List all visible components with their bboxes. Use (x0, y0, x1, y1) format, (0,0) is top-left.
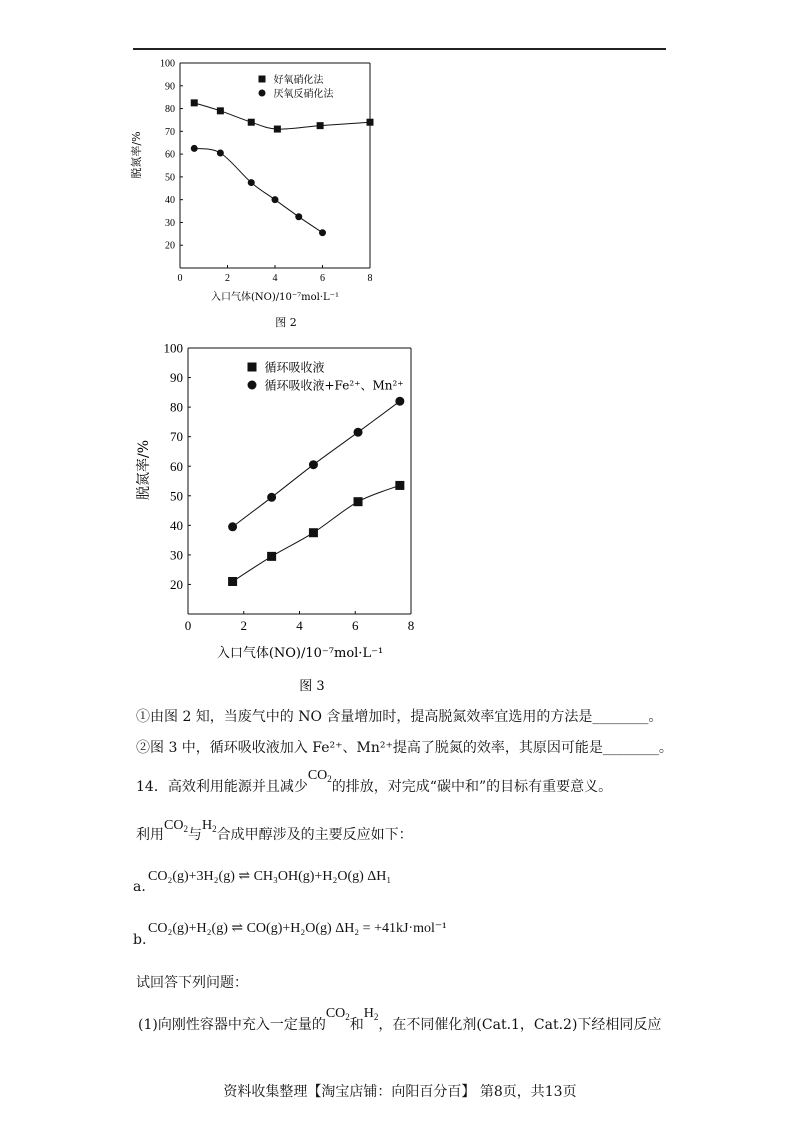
chart2-figure-caption: 图 2 (275, 316, 297, 329)
chart2-series-line (194, 148, 322, 232)
question-1: ①由图 2 知，当废气中的 NO 含量增加时，提高脱氮效率宜选用的方法是________。 (136, 709, 663, 725)
chart3-circle-point (309, 460, 318, 469)
chart3-y-tick-label: 100 (163, 340, 183, 356)
chart2-legend-circle-icon (259, 90, 266, 97)
chart3-circle-point (267, 493, 276, 502)
chart2-y-tick-label: 40 (165, 195, 175, 207)
chart3-xlabel: 入口气体(NO)/10⁻⁷mol·L⁻¹ (216, 646, 384, 661)
question-2: ②图 3 中，循环吸收液加入 Fe²⁺、Mn²⁺提高了脱氮的效率，其原因可能是________。 (136, 740, 673, 756)
chart2-square-point (274, 126, 281, 133)
chart2-square-point (248, 119, 255, 126)
chart2-legend-label: 厌氧反硝化法 (273, 88, 334, 100)
chart3-legend-square-icon (248, 363, 257, 372)
chart2-square-point (191, 99, 198, 106)
problem-14: 14．高效利用能源并且减少$CO_2$的排放，对完成“碳中和”的目标有重要意义。 (136, 768, 613, 795)
chart3-square-point (267, 552, 276, 561)
chart2-y-tick-label: 70 (165, 126, 175, 138)
chart3-x-tick-label: 4 (296, 618, 303, 633)
answer-intro: 试回答下列问题： (136, 975, 248, 991)
chart3-x-tick-label: 8 (407, 618, 415, 633)
chart3-circle-point (395, 397, 404, 406)
chart3-legend-circle-icon (248, 381, 257, 390)
chart3-square-point (395, 481, 404, 490)
chart3-y-tick-label: 30 (170, 547, 183, 563)
chart3-y-tick-label: 20 (170, 576, 183, 592)
chart2-circle-point (217, 149, 224, 156)
reaction-a-label: a. (133, 879, 146, 895)
chart2-x-tick-label: 6 (320, 273, 325, 284)
chart2-ylabel: 脱氮率/% (130, 131, 143, 179)
chart3-ylabel: 脱氮率/% (136, 439, 152, 501)
chart3-y-tick-label: 50 (170, 488, 183, 504)
chart2-legend-square-icon (259, 76, 266, 83)
chart3-legend-label: 循环吸收液+Fe²⁺、Mn²⁺ (264, 378, 404, 393)
chart2-circle-point (191, 145, 198, 152)
reaction-a: CO₂(g)+3H₂(g) ⇌ CH₃OH(g)+H₂O(g) ΔH₁ (148, 869, 392, 884)
chart3-y-tick-label: 90 (170, 370, 183, 386)
chart3-square-point (354, 497, 363, 506)
chart2-y-tick-label: 60 (165, 149, 175, 161)
chart3-square-point (309, 528, 318, 537)
chart2-xlabel: 入口气体(NO)/10⁻⁷mol·L⁻¹ (211, 292, 339, 303)
chart3-x-tick-label: 2 (240, 618, 247, 633)
chart2-y-tick-label: 30 (165, 217, 175, 229)
chart2-circle-point (272, 196, 279, 203)
chart2-square-point (367, 119, 374, 126)
reaction-b-label: b. (133, 932, 147, 948)
chart2-series-line (194, 103, 370, 129)
chart2-y-tick-label: 80 (165, 104, 175, 116)
chart2-square-point (317, 122, 324, 129)
chart2-x-tick-label: 0 (177, 273, 183, 284)
chart2-y-tick-label: 50 (165, 172, 175, 184)
chart3-y-tick-label: 70 (170, 429, 183, 445)
chart3-square-point (228, 577, 237, 586)
chart2-y-tick-label: 100 (160, 58, 175, 70)
chart3-circle-point (354, 428, 363, 437)
reaction-b: CO₂(g)+H₂(g) ⇌ CO(g)+H₂O(g) ΔH₂ = +41kJ·mol⁻¹ (148, 921, 447, 936)
chart2-circle-point (319, 229, 326, 236)
chart3-legend-label: 循环吸收液 (264, 360, 325, 375)
sub-question-1: (1)向刚性容器中充入一定量的$CO_2$和$H_2$，在不同催化剂(Cat.1，Cat.2)下经相同反应 (138, 1006, 662, 1033)
chart3-x-tick-label: 6 (352, 618, 359, 633)
chart3-y-tick-label: 40 (170, 517, 183, 533)
chart3-x-tick-label: 0 (184, 618, 192, 633)
chart2-x-tick-label: 8 (367, 273, 373, 284)
chart2-legend-label: 好氧硝化法 (273, 74, 324, 86)
chart3-circle-point (228, 522, 237, 531)
chart2-square-point (217, 107, 224, 114)
page-footer: 资料收集整理【淘宝店铺：向阳百分百】 第8页，共13页 (223, 1084, 577, 1100)
synthesis-intro: 利用$CO_2$与$H_2$合成甲醇涉及的主要反应如下： (136, 818, 413, 843)
chart3-y-tick-label: 60 (170, 458, 183, 474)
chart2-y-tick-label: 90 (165, 81, 175, 93)
chart2-circle-point (248, 179, 255, 186)
chart2-x-tick-label: 2 (225, 273, 230, 284)
chart2-circle-point (295, 213, 302, 220)
chart2-y-tick-label: 20 (165, 240, 175, 252)
chart3-y-tick-label: 80 (170, 399, 183, 415)
chart2-x-tick-label: 4 (272, 273, 278, 284)
chart3-figure-caption: 图 3 (299, 679, 325, 694)
